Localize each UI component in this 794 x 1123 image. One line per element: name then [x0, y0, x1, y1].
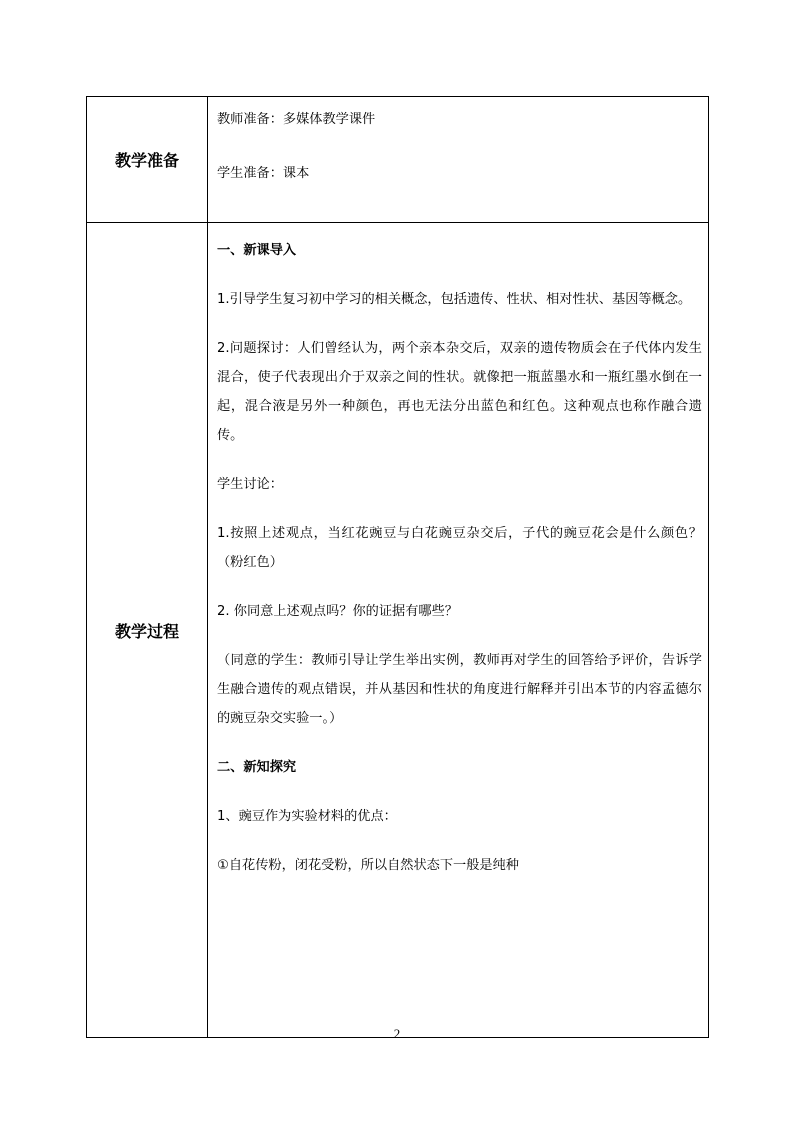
section-heading-explore: 二、新知探究: [217, 760, 297, 775]
paragraph-self-pollination: ①自花传粉，闭花受粉，所以自然状态下一般是纯种: [217, 858, 519, 873]
paragraph-question-two: 2. 你同意上述观点吗？你的证据有哪些？: [217, 604, 458, 619]
process-content: [208, 223, 709, 1038]
paragraph-student-discussion: 学生讨论：: [217, 477, 283, 492]
paragraph-problem-discussion: 2.问题探讨：人们曾经认为，两个亲本杂交后，双亲的遗传物质会在子代体内发生混合，使子代表现出介于双亲之间的性状。就像把一瓶蓝墨水和一瓶红墨水倒在一起，混合液是另外一种颜色，再也无法分出蓝色和红色。这种观点也称作融合遗传。: [217, 341, 702, 443]
paragraph-teacher-guidance: （同意的学生：教师引导让学生举出实例，教师再对学生的回答给予评价，告诉学生融合遗传的观点错误，并从基因和性状的角度进行解释并引出本节的内容孟德尔的豌豆杂交实验一。）: [217, 653, 702, 726]
process-label: 教学过程: [87, 223, 208, 1038]
paragraph-pea-advantages: 1、豌豆作为实验材料的优点：: [217, 809, 397, 824]
preparation-label: 教学准备: [87, 97, 208, 223]
section-heading-intro: 一、新课导入: [217, 243, 297, 258]
preparation-row: [87, 97, 709, 223]
teacher-preparation: 教师准备：多媒体教学课件: [217, 112, 376, 127]
page-number: 2: [393, 1026, 401, 1041]
lesson-plan-table: [86, 96, 709, 1038]
preparation-content: [208, 97, 709, 223]
paragraph-review-concepts: 1.引导学生复习初中学习的相关概念，包括遗传、性状、相对性状、基因等概念。: [217, 292, 692, 307]
paragraph-question-one: 1.按照上述观点，当红花豌豆与白花豌豆杂交后，子代的豌豆花会是什么颜色？（粉红色）: [217, 526, 702, 570]
process-row: [87, 223, 709, 1038]
student-preparation: 学生准备：课本: [217, 166, 310, 181]
